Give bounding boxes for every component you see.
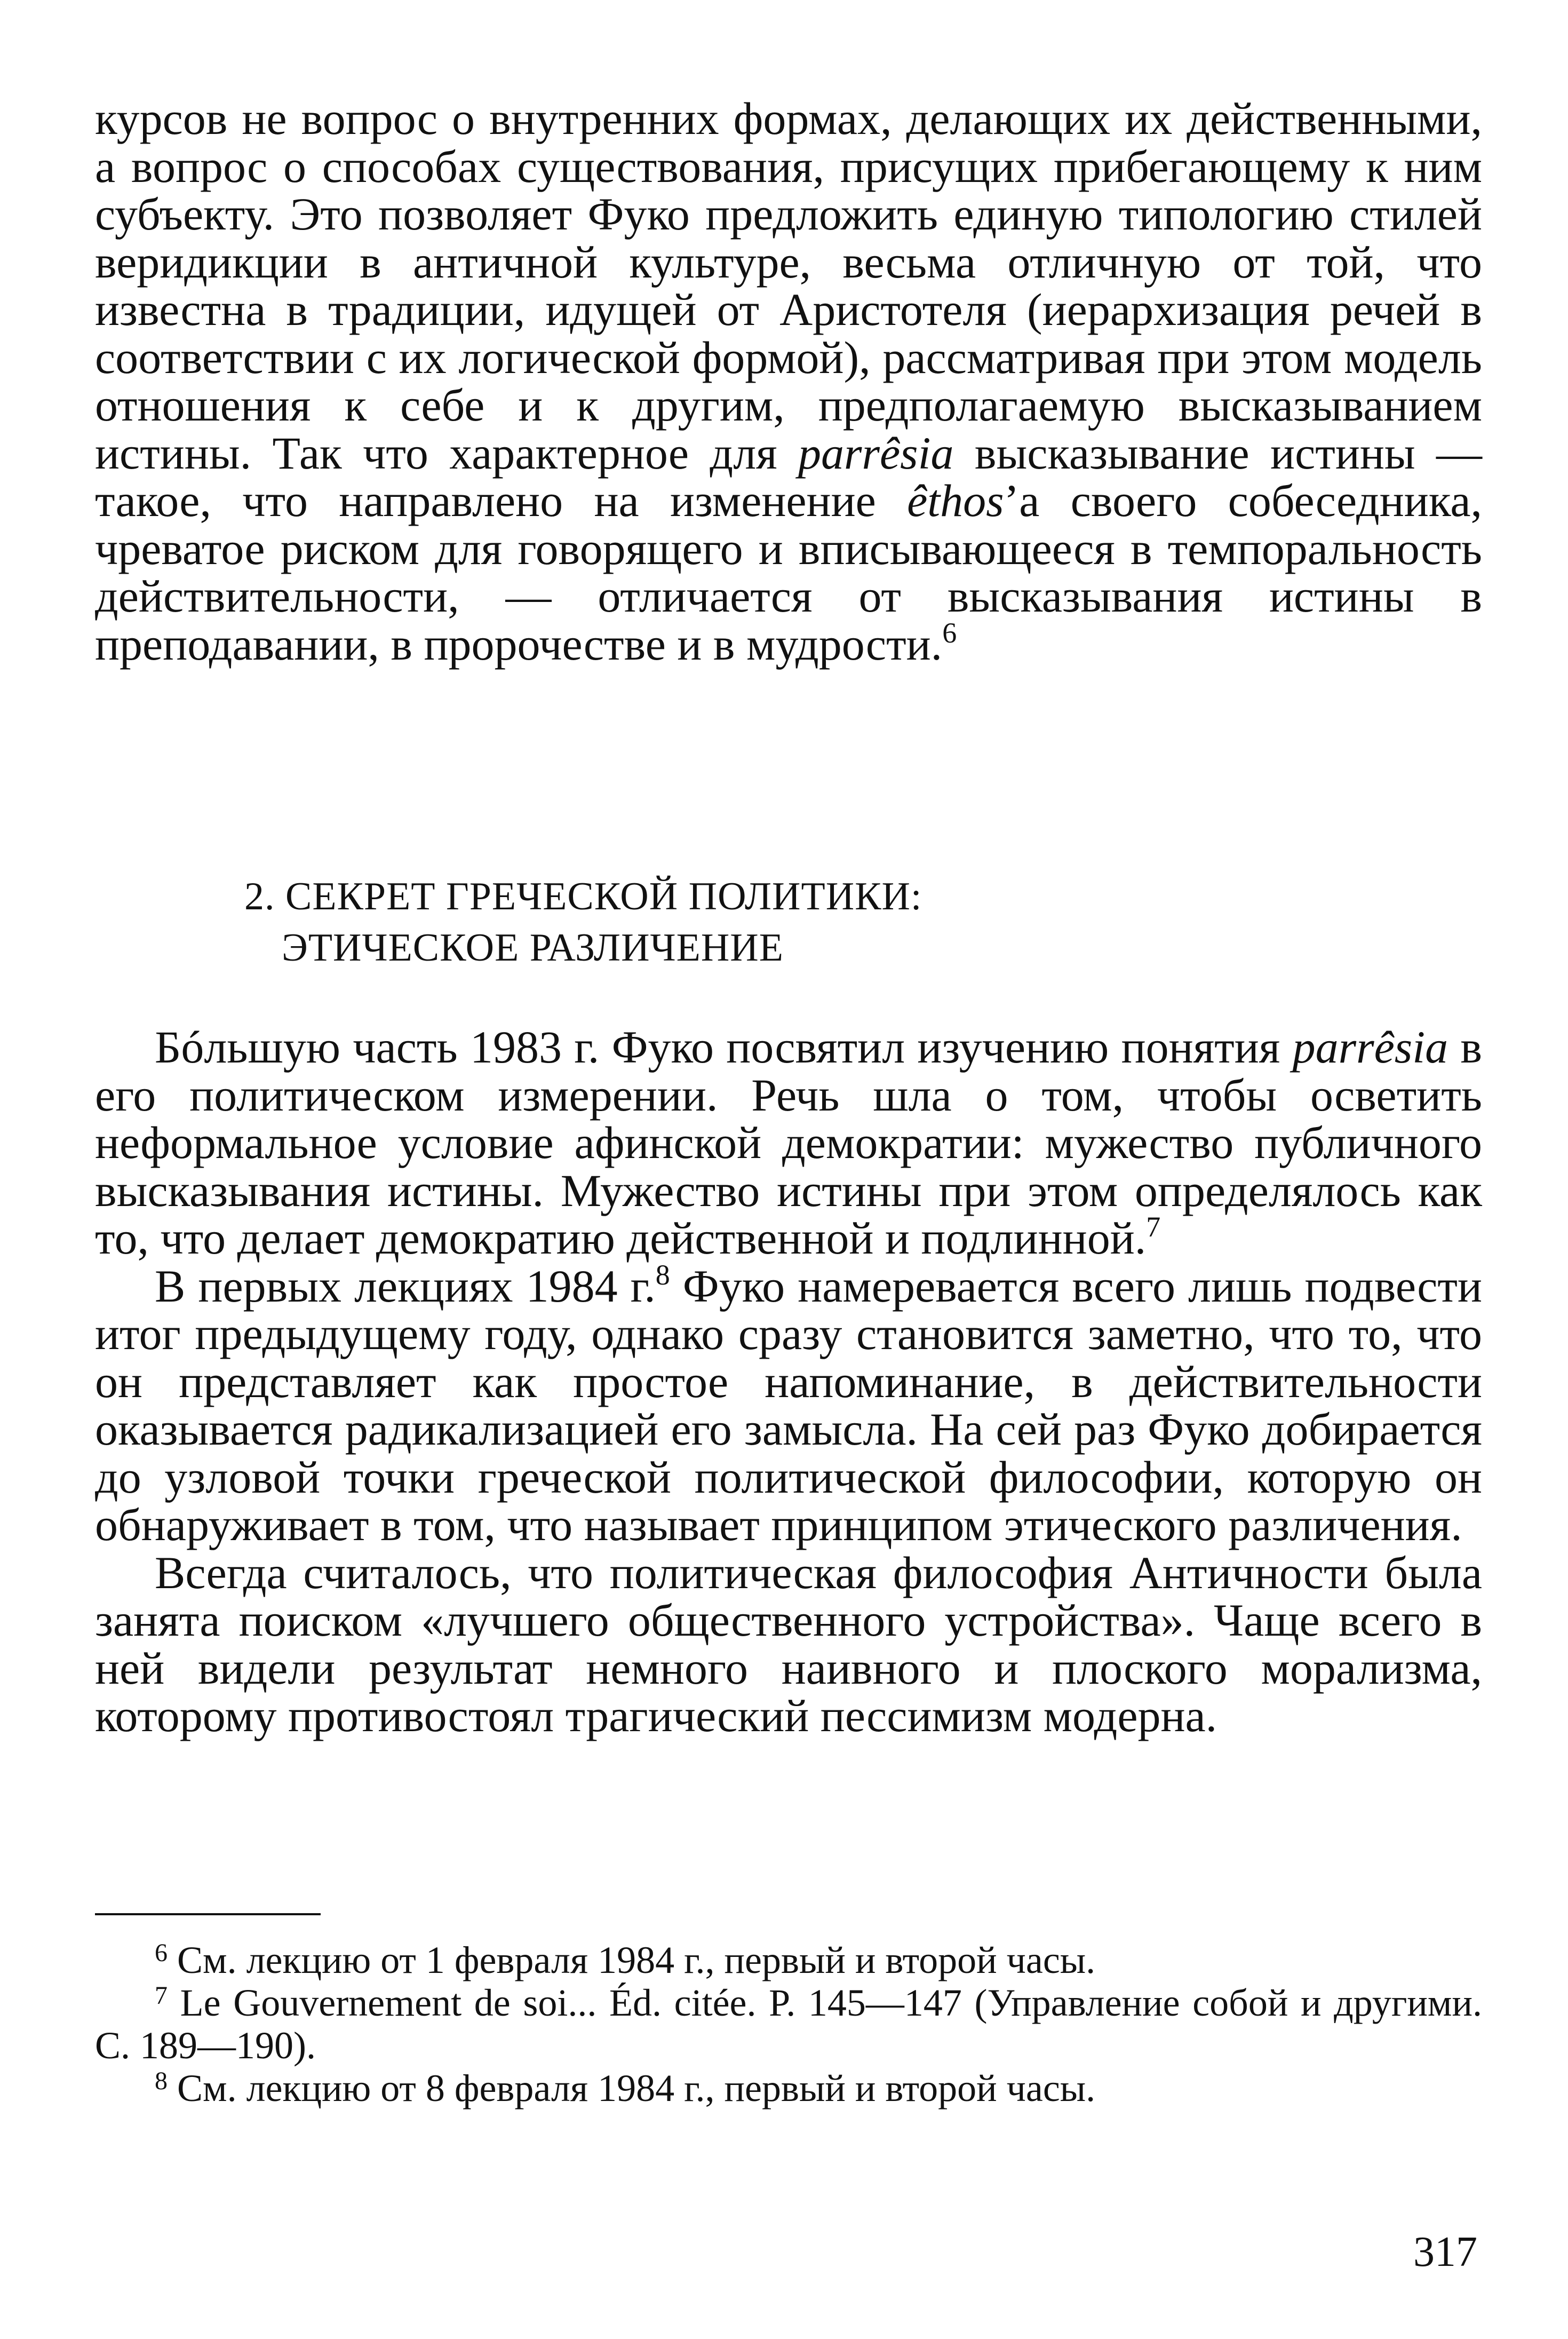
footnote: [95, 2067, 1482, 2110]
paragraph-text: [95, 95, 1482, 668]
italic-term: êthos: [907, 475, 1004, 526]
footnote-mark: 8: [155, 2067, 168, 2095]
text-run: В первых лекциях 1984 г.: [155, 1260, 656, 1312]
section-heading: [244, 871, 922, 973]
footnote-divider: [95, 1913, 321, 1915]
text-run: курсов не вопрос о внутренних формах, делающих их действенными, а вопрос о способах существования, присущих прибегающему к ним субъекту. Это позволяет Фуко предложить единую типологию стилей веридикции в античной культуре, весьма отличную от той, что известна в традиции, идущей от Аристотеля (иерархизация речей в соответствии с их логической формой), рассматривая при этом модель отношения к себе и к другим, предполагаемую высказыванием истины. Так что характерное для: [95, 93, 1482, 479]
footnote-reference[interactable]: 8: [655, 1258, 670, 1291]
italic-term: parrêsia: [1292, 1021, 1448, 1073]
section-paragraph-1: [95, 1021, 1482, 1264]
section-paragraph-3: Всегда считалось, что политическая философия Античности была занята поиском «лучшего общественного устройства». Чаще всего в ней видели результат немного наивного и плоского морализма, которому противостоял трагический пессимизм модерна.: [95, 1547, 1482, 1741]
footnote-text: См. лекцию от 8 февраля 1984 г., первый и второй часы.: [177, 2067, 1096, 2110]
footnotes: [95, 1939, 1482, 2110]
footnote-reference[interactable]: 7: [1146, 1211, 1161, 1243]
section-heading-line-1: 2. СЕКРЕТ ГРЕЧЕСКОЙ ПОЛИТИКИ:: [244, 875, 922, 918]
text-run: Фуко намеревается всего лишь подвести итог предыдущему году, однако сразу становится заметно, что то, что он представляет как простое напоминание, в действительности оказывается радикализацией его замысла. На сей раз Фуко добирается до узловой точки греческой политической философии, которую он обнаруживает в том, что называет принципом этического различения.: [95, 1260, 1482, 1550]
footnote-mark: 7: [155, 1981, 168, 2010]
footnote: [95, 1939, 1482, 1981]
footnote-reference[interactable]: 6: [942, 616, 957, 649]
text-run: Бóльшую часть 1983 г. Фуко посвятил изучению понятия: [155, 1021, 1293, 1073]
text-run: высказывание истины — такое, что направлено на изменение: [95, 427, 1483, 526]
footnote-mark: 6: [155, 1939, 168, 1967]
footnote-text: Le Gouvernement de soi... Éd. citée. P. 145—147 (Управление собой и другими. С. 189—190).: [95, 1981, 1483, 2067]
text-run: в его политическом измерении. Речь шла о том, чтобы осветить неформальное условие афинской демократии: мужество публичного высказывания истины. Мужество истины при этом определялось как то, что делает демократию действенной и подлинной.: [95, 1021, 1482, 1264]
page-number: 317: [1413, 2229, 1477, 2275]
footnote-text: См. лекцию от 1 февраля 1984 г., первый и второй часы.: [177, 1939, 1096, 1981]
section-paragraph-2: [95, 1258, 1482, 1550]
section-heading-line-2: ЭТИЧЕСКОЕ РАЗЛИЧЕНИЕ: [282, 926, 784, 970]
section-body: [95, 1021, 1482, 1741]
opening-paragraph: [95, 95, 1482, 668]
text-run: ’а своего собеседника, чреватое риском для говорящего и вписывающееся в темпоральность действительности, — отличается от высказывания истины в преподавании, в пророчестве и в мудрости.: [95, 475, 1482, 670]
italic-term: parrêsia: [798, 427, 954, 479]
footnote: [95, 1981, 1482, 2067]
